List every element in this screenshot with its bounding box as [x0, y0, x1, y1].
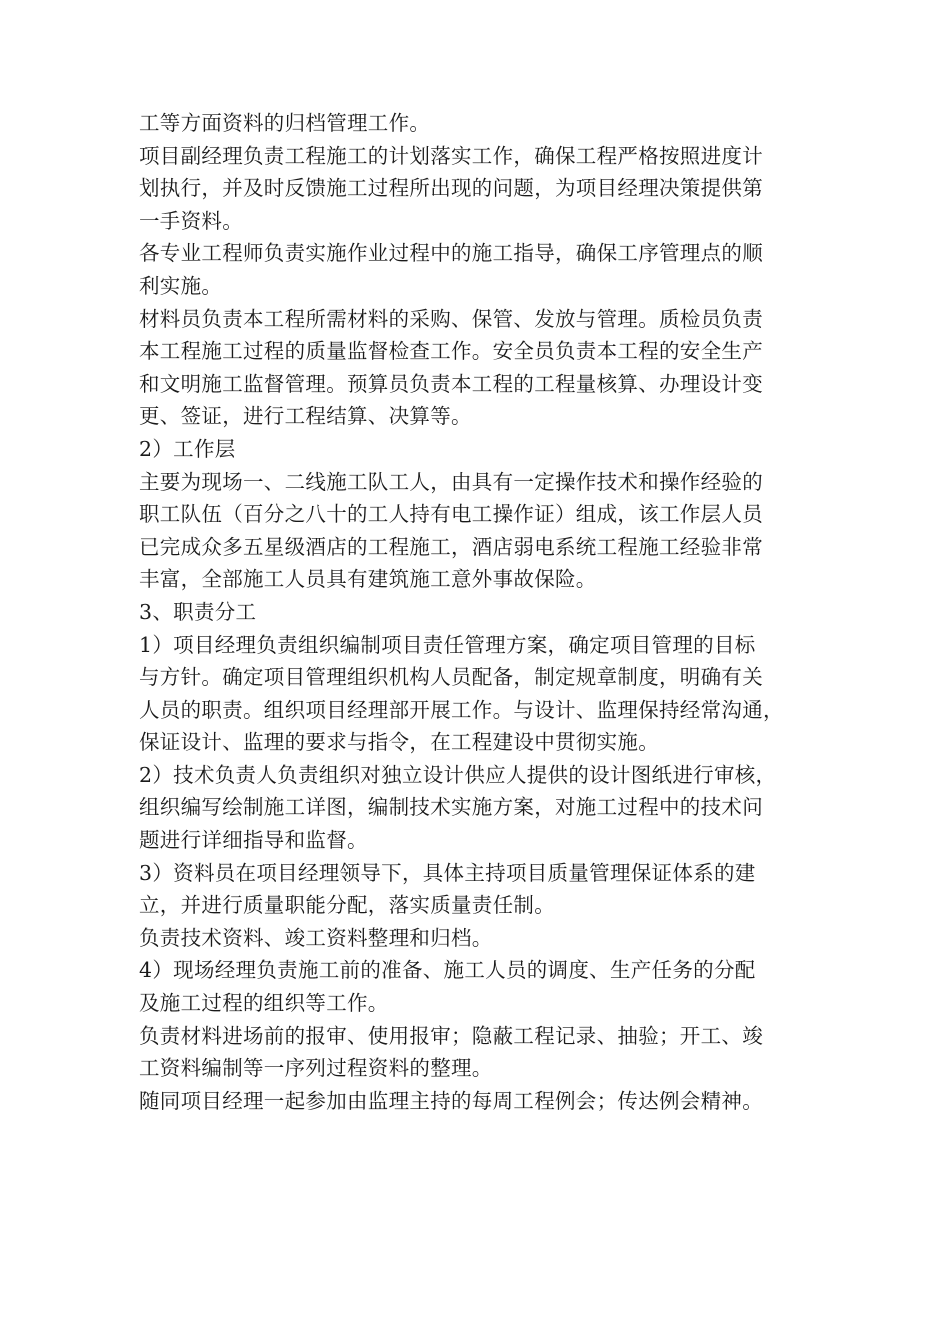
text-line: 及施工过程的组织等工作。 — [139, 991, 389, 1016]
text-line: 工等方面资料的归档管理工作。 — [139, 111, 431, 135]
text-line: 组织编写绘制施工详图，编制技术实施方案，对施工过程中的技术问 — [139, 795, 763, 820]
text-line: 和文明施工监督管理。预算员负责本工程的工程量核算、办理设计变 — [139, 371, 763, 396]
text-line: 保证设计、监理的要求与指令，在工程建设中贯彻实施。 — [139, 730, 659, 755]
document-body — [139, 107, 829, 1117]
text-line: 随同项目经理一起参加由监理主持的每周工程例会；传达例会精神。 — [139, 1088, 763, 1113]
text-line: 工资料编制等一序列过程资料的整理。 — [139, 1056, 493, 1081]
section-heading: 2）工作层 — [139, 436, 236, 461]
text-line: 已完成众多五星级酒店的工程施工，酒店弱电系统工程施工经验非常 — [139, 534, 763, 559]
section-heading: 3、职责分工 — [139, 599, 257, 624]
text-line: 划执行，并及时反馈施工过程所出现的问题，为项目经理决策提供第 — [139, 176, 763, 201]
text-line: 负责技术资料、竣工资料整理和归档。 — [139, 925, 493, 950]
text-line: 主要为现场一、二线施工队工人，由具有一定操作技术和操作经验的 — [139, 469, 763, 494]
text-line: 本工程施工过程的质量监督检查工作。安全员负责本工程的安全生产 — [139, 339, 763, 364]
text-line: 与方针。确定项目管理组织机构人员配备，制定规章制度，明确有关 — [139, 665, 763, 690]
text-line: 各专业工程师负责实施作业过程中的施工指导，确保工序管理点的顺 — [139, 241, 763, 266]
text-line: 1）项目经理负责组织编制项目责任管理方案，确定项目管理的目标 — [139, 632, 756, 657]
text-line: 人员的职责。组织项目经理部开展工作。与设计、监理保持经常沟通， — [139, 697, 784, 722]
text-line: 职工队伍（百分之八十的工人持有电工操作证）组成，该工作层人员 — [139, 502, 763, 527]
text-line: 材料员负责本工程所需材料的采购、保管、发放与管理。质检员负责 — [139, 306, 763, 331]
text-line: 一手资料。 — [139, 208, 243, 233]
text-line: 负责材料进场前的报审、使用报审；隐蔽工程记录、抽验；开工、竣 — [139, 1023, 763, 1048]
text-line: 题进行详细指导和监督。 — [139, 828, 368, 853]
text-line: 项目副经理负责工程施工的计划落实工作，确保工程严格按照进度计 — [139, 143, 763, 168]
text-line: 3）资料员在项目经理领导下，具体主持项目质量管理保证体系的建 — [139, 860, 756, 885]
text-line: 4）现场经理负责施工前的准备、施工人员的调度、生产任务的分配 — [139, 958, 756, 983]
text-line: 丰富，全部施工人员具有建筑施工意外事故保险。 — [139, 567, 597, 592]
text-line: 立，并进行质量职能分配，落实质量责任制。 — [139, 893, 555, 918]
text-line: 更、签证，进行工程结算、决算等。 — [139, 404, 472, 429]
text-line: 2）技术负责人负责组织对独立设计供应人提供的设计图纸进行审核， — [139, 762, 777, 787]
text-line: 利实施。 — [139, 273, 223, 298]
